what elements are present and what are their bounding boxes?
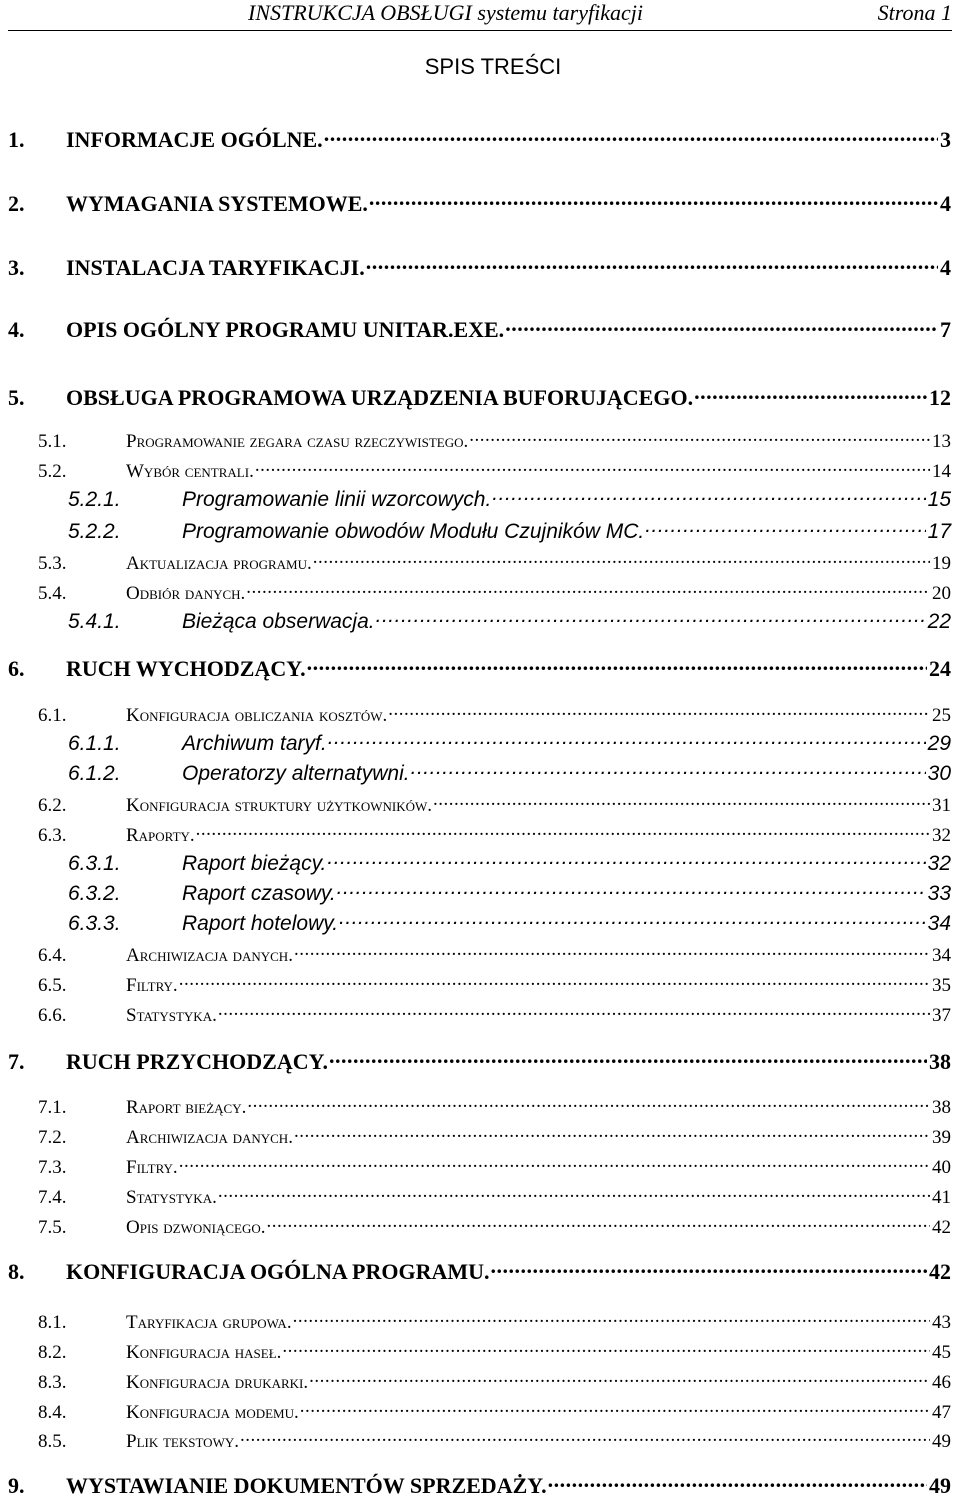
page-number: Strona 1: [877, 0, 952, 25]
toc-entry[interactable]: [0, 1471, 951, 1499]
toc-entry-page: 37: [932, 1004, 951, 1026]
toc-entry[interactable]: [0, 909, 951, 936]
dot-leader: [294, 1124, 930, 1143]
dot-leader: [492, 485, 925, 506]
dot-leader: [293, 1309, 930, 1328]
toc-entry-label: WYMAGANIA SYSTEMOWE.: [66, 191, 368, 217]
toc-entry-number: 6.1.2.: [68, 762, 121, 786]
toc-entry[interactable]: [0, 972, 951, 997]
toc-title: SPIS TREŚCI: [424, 54, 562, 79]
toc-entry[interactable]: [0, 1094, 951, 1119]
toc-entry-number: 9.: [8, 1473, 25, 1499]
toc-entry[interactable]: [0, 1184, 951, 1209]
toc-entry[interactable]: [0, 792, 951, 817]
toc-entry-page: 42: [929, 1259, 951, 1285]
toc-entry-label: Odbiór danych.: [126, 582, 246, 604]
toc-entry-number: 7.3.: [38, 1156, 67, 1178]
toc-entry-label: Wybór centrali.: [126, 460, 254, 482]
dot-leader: [179, 1154, 930, 1173]
toc-entry-page: 13: [932, 430, 951, 452]
toc-entry-number: 7.: [8, 1049, 25, 1075]
toc-entry-label: Plik tekstowy.: [126, 1430, 239, 1452]
dot-leader: [324, 125, 938, 147]
toc-entry-page: 40: [932, 1156, 951, 1178]
toc-entry[interactable]: [0, 729, 951, 756]
toc-entry[interactable]: [0, 580, 951, 605]
toc-entry-page: 46: [932, 1371, 951, 1393]
dot-leader: [196, 822, 930, 841]
toc-entry[interactable]: [0, 654, 951, 682]
toc-entry[interactable]: [0, 125, 951, 153]
toc-entry-number: 6.3.: [38, 824, 67, 846]
toc-entry[interactable]: [0, 1124, 951, 1149]
dot-leader: [366, 253, 938, 275]
toc-entry-number: 8.5.: [38, 1430, 67, 1452]
toc-entry-label: RUCH WYCHODZĄCY.: [66, 656, 306, 682]
toc-entry[interactable]: [0, 550, 951, 575]
toc-entry-number: 6.6.: [38, 1004, 67, 1026]
toc-entry-number: 7.5.: [38, 1216, 67, 1238]
toc-entry-page: 43: [932, 1311, 951, 1333]
dot-leader: [218, 1002, 930, 1021]
dot-leader: [505, 315, 938, 337]
toc-entry-page: 34: [927, 912, 951, 936]
toc-entry-label: OPIS OGÓLNY PROGRAMU UNITAR.EXE.: [66, 317, 505, 343]
toc-entry-page: 4: [940, 255, 951, 281]
toc-entry[interactable]: [0, 383, 951, 411]
toc-entry-label: WYSTAWIANIE DOKUMENTÓW SPRZEDAŻY.: [66, 1473, 547, 1499]
toc-entry-number: 6.4.: [38, 944, 67, 966]
dot-leader: [327, 849, 925, 870]
toc-entry-label: Konfiguracja modemu.: [126, 1401, 299, 1423]
dot-leader: [369, 189, 938, 211]
toc-entry-number: 1.: [8, 127, 25, 153]
toc-entry[interactable]: [0, 1369, 951, 1394]
toc-entry[interactable]: [0, 253, 951, 281]
dot-leader: [376, 607, 926, 628]
toc-entry-number: 6.1.: [38, 704, 67, 726]
toc-entry-label: Raport bieżący.: [182, 852, 327, 876]
toc-entry-label: Operatorzy alternatywni.: [182, 762, 410, 786]
toc-entry-label: Programowanie linii wzorcowych.: [182, 488, 492, 512]
toc-entry-page: 17: [927, 520, 951, 544]
dot-leader: [240, 1428, 930, 1447]
toc-entry-label: Raporty.: [126, 824, 195, 846]
page-header: [8, 0, 952, 31]
dot-leader: [294, 942, 930, 961]
dot-leader: [645, 517, 925, 538]
toc-entry-page: 35: [932, 974, 951, 996]
toc-entry-page: 33: [927, 882, 951, 906]
toc-entry-label: Statystyka.: [126, 1004, 217, 1026]
toc-entry[interactable]: [0, 485, 951, 512]
toc-entry-number: 8.1.: [38, 1311, 67, 1333]
dot-leader: [694, 383, 927, 405]
toc-entry-page: 4: [940, 191, 951, 217]
dot-leader: [548, 1471, 927, 1493]
toc-entry-number: 5.: [8, 385, 25, 411]
toc-entry-page: 49: [929, 1473, 951, 1499]
toc-entry-label: Bieżąca obserwacja.: [182, 610, 375, 634]
toc-entry[interactable]: [0, 1399, 951, 1424]
toc-entry-page: 19: [932, 552, 951, 574]
toc-entry[interactable]: [0, 607, 951, 634]
toc-entry-page: 31: [932, 794, 951, 816]
toc-entry-page: 14: [932, 460, 951, 482]
toc-entry-number: 7.4.: [38, 1186, 67, 1208]
toc-entry[interactable]: [0, 1257, 951, 1285]
document-title: INSTRUKCJA OBSŁUGI systemu taryfikacji: [248, 0, 643, 25]
toc-entry[interactable]: [0, 702, 951, 727]
toc-entry-label: Raport hotelowy.: [182, 912, 339, 936]
toc-entry-number: 6.5.: [38, 974, 67, 996]
toc-entry-page: 42: [932, 1216, 951, 1238]
toc-entry-label: Raport bieżący.: [126, 1096, 247, 1118]
toc-entry-page: 20: [932, 582, 951, 604]
toc-entry-label: Konfiguracja obliczania kosztów.: [126, 704, 388, 726]
toc-entry[interactable]: [0, 1154, 951, 1179]
toc-entry-page: 49: [932, 1430, 951, 1452]
toc-entry-page: 25: [932, 704, 951, 726]
dot-leader: [491, 1257, 928, 1279]
toc-entry-label: OBSŁUGA PROGRAMOWA URZĄDZENIA BUFORUJĄCEGO.: [66, 385, 694, 411]
toc-entry-label: RUCH PRZYCHODZĄCY.: [66, 1049, 328, 1075]
toc-entry-number: 2.: [8, 191, 25, 217]
toc-entry-label: Programowanie zegara czasu rzeczywistego.: [126, 430, 469, 452]
toc-entry-label: INSTALACJA TARYFIKACJI.: [66, 255, 365, 281]
toc-entry-label: Konfiguracja haseł.: [126, 1341, 282, 1363]
dot-leader: [469, 428, 930, 447]
toc-entry[interactable]: [0, 1214, 951, 1239]
toc-entry-number: 6.3.3.: [68, 912, 121, 936]
toc-entry-page: 38: [932, 1096, 951, 1118]
toc-entry[interactable]: [0, 189, 951, 217]
toc-entry-page: 24: [929, 656, 951, 682]
toc-entry-page: 32: [927, 852, 951, 876]
dot-leader: [313, 550, 930, 569]
toc-entry[interactable]: [0, 879, 951, 906]
toc-entry-number: 8.3.: [38, 1371, 67, 1393]
toc-entry[interactable]: [0, 1047, 951, 1075]
toc-entry-label: Konfiguracja drukarki.: [126, 1371, 309, 1393]
toc-entry[interactable]: [0, 942, 951, 967]
toc-entry-label: Filtry.: [126, 974, 178, 996]
toc-entry-label: KONFIGURACJA OGÓLNA PROGRAMU.: [66, 1259, 490, 1285]
toc-entry-label: Archiwizacja danych.: [126, 944, 293, 966]
toc-entry-page: 7: [940, 317, 951, 343]
toc-entry[interactable]: [0, 517, 951, 544]
dot-leader: [255, 458, 930, 477]
toc-entry-label: Taryfikacja grupowa.: [126, 1311, 292, 1333]
dot-leader: [309, 1369, 930, 1388]
dot-leader: [433, 792, 930, 811]
dot-leader: [179, 972, 930, 991]
toc-entry-label: Opis dzwoniącego.: [126, 1216, 266, 1238]
dot-leader: [300, 1399, 930, 1418]
toc-entry-number: 5.2.1.: [68, 488, 121, 512]
toc-entry-number: 7.1.: [38, 1096, 67, 1118]
dot-leader: [247, 1094, 930, 1113]
toc-entry-page: 41: [932, 1186, 951, 1208]
toc-entry-number: 5.3.: [38, 552, 67, 574]
dot-leader: [218, 1184, 930, 1203]
toc-entry-page: 15: [927, 488, 951, 512]
toc-entry-number: 5.2.2.: [68, 520, 121, 544]
toc-entry-number: 6.: [8, 656, 25, 682]
toc-entry[interactable]: [0, 315, 951, 343]
toc-entry-number: 7.2.: [38, 1126, 67, 1148]
dot-leader: [246, 580, 930, 599]
toc-entry[interactable]: [0, 1002, 951, 1027]
toc-entry-page: 34: [932, 944, 951, 966]
toc-entry-label: Raport czasowy.: [182, 882, 336, 906]
toc-entry-number: 5.1.: [38, 430, 67, 452]
toc-entry-number: 8.: [8, 1259, 25, 1285]
toc-entry-page: 38: [929, 1049, 951, 1075]
toc-entry-label: Filtry.: [126, 1156, 178, 1178]
toc-entry-page: 45: [932, 1341, 951, 1363]
toc-entry-label: Archiwum taryf.: [182, 732, 327, 756]
toc-entry[interactable]: [0, 458, 951, 483]
toc-entry-label: INFORMACJE OGÓLNE.: [66, 127, 323, 153]
dot-leader: [328, 729, 926, 750]
toc-entry[interactable]: [0, 1309, 951, 1334]
toc-entry-number: 3.: [8, 255, 25, 281]
toc-entry[interactable]: [0, 759, 951, 786]
toc-entry[interactable]: [0, 849, 951, 876]
toc-entry-page: 30: [927, 762, 951, 786]
toc-entry-number: 8.4.: [38, 1401, 67, 1423]
toc-entry-number: 8.2.: [38, 1341, 67, 1363]
dot-leader: [282, 1339, 930, 1358]
dot-leader: [267, 1214, 931, 1233]
dot-leader: [329, 1047, 927, 1069]
toc-entry[interactable]: [0, 428, 951, 453]
dot-leader: [337, 879, 926, 900]
toc-entry-page: 32: [932, 824, 951, 846]
toc-entry-label: Aktualizacja programu.: [126, 552, 312, 574]
dot-leader: [307, 654, 927, 676]
toc-entry-label: Konfiguracja struktury użytkowników.: [126, 794, 433, 816]
toc-entry-label: Statystyka.: [126, 1186, 217, 1208]
toc-entry-number: 5.4.: [38, 582, 67, 604]
toc-entry-number: 5.2.: [38, 460, 67, 482]
toc-entry-number: 6.1.1.: [68, 732, 121, 756]
toc-entry-page: 3: [940, 127, 951, 153]
dot-leader: [388, 702, 930, 721]
dot-leader: [339, 909, 926, 930]
toc-entry-number: 5.4.1.: [68, 610, 121, 634]
toc-entry-label: Archiwizacja danych.: [126, 1126, 293, 1148]
toc-entry-number: 6.3.1.: [68, 852, 121, 876]
toc-entry-label: Programowanie obwodów Modułu Czujników MC.: [182, 520, 645, 544]
toc-entry-page: 47: [932, 1401, 951, 1423]
toc-entry[interactable]: [0, 1428, 951, 1453]
toc-entry-page: 22: [927, 610, 951, 634]
toc-entry-page: 12: [929, 385, 951, 411]
toc-entry[interactable]: [0, 1339, 951, 1364]
toc-entry-page: 29: [927, 732, 951, 756]
toc-entry-page: 39: [932, 1126, 951, 1148]
toc-entry-number: 6.2.: [38, 794, 67, 816]
toc-entry-number: 6.3.2.: [68, 882, 121, 906]
toc-entry[interactable]: [0, 822, 951, 847]
dot-leader: [411, 759, 926, 780]
toc-entry-number: 4.: [8, 317, 25, 343]
